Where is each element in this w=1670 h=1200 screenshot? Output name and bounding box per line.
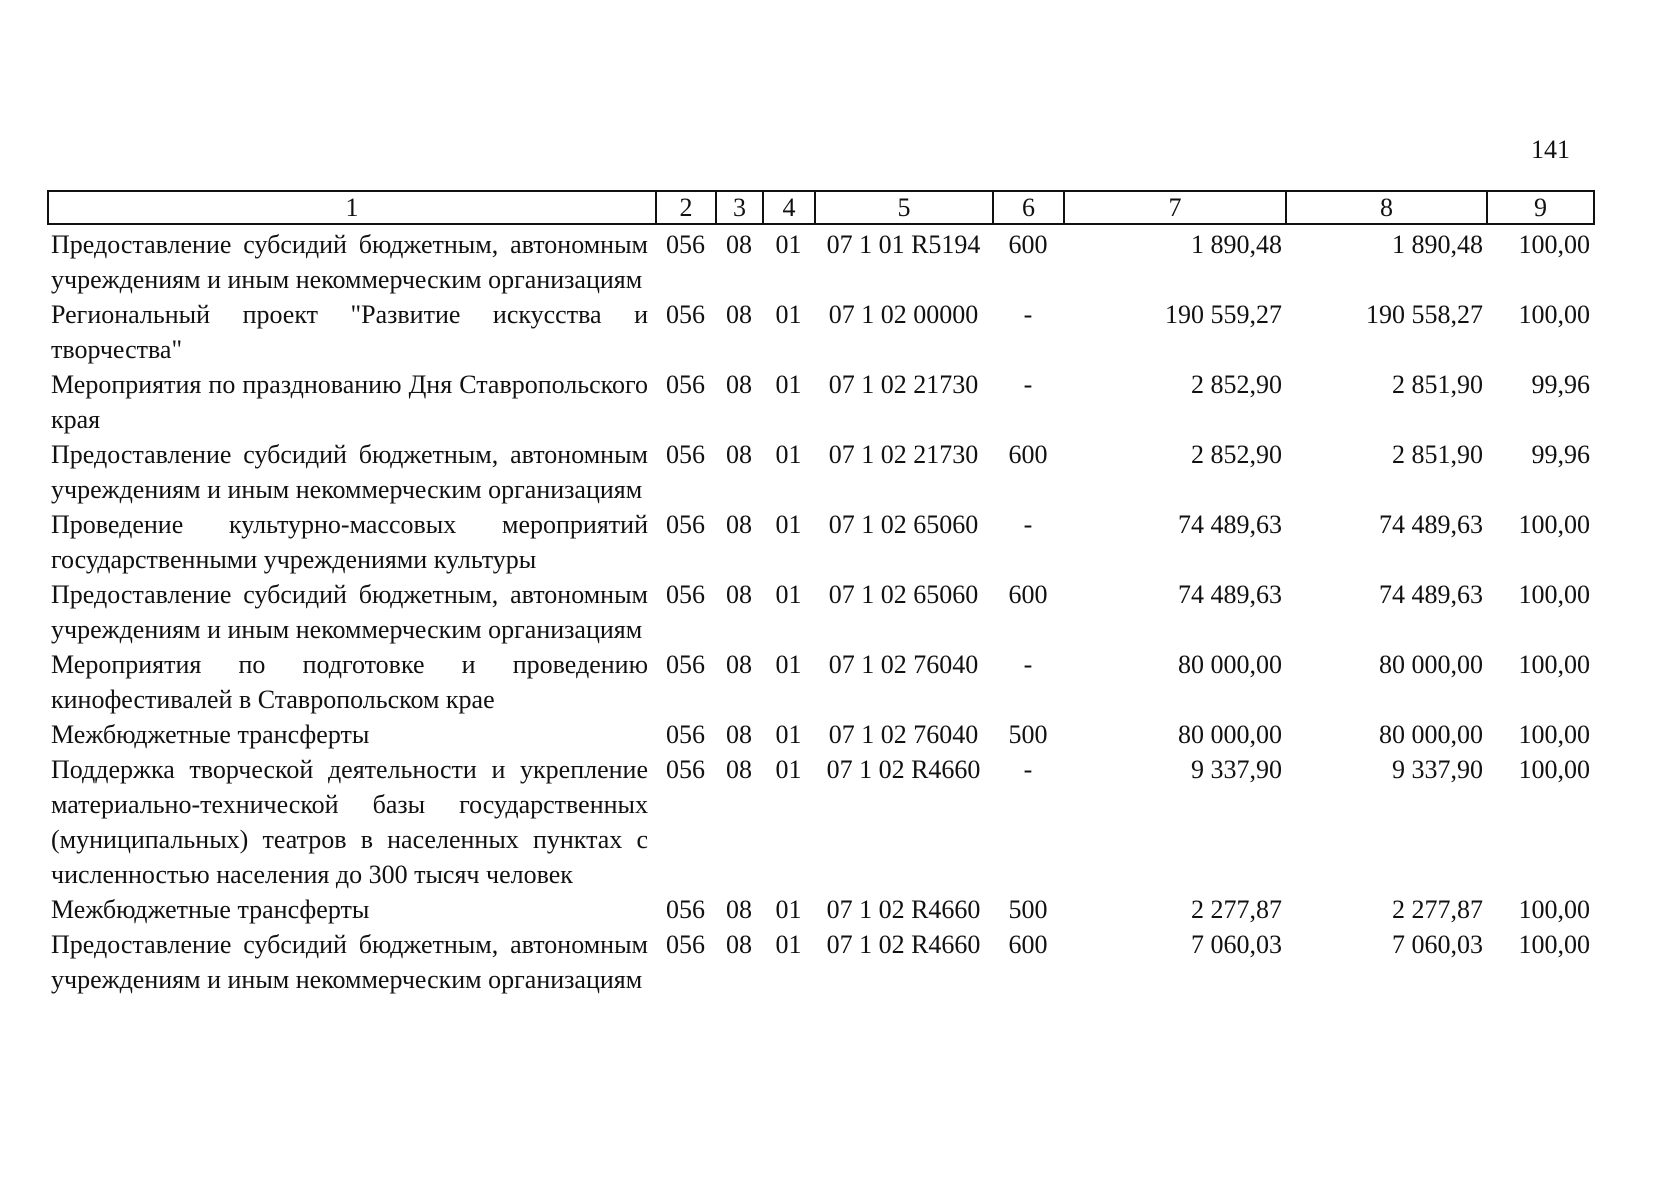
execution-percent: 99,96 (1531, 440, 1590, 469)
executed-amount: 74 489,63 (1379, 510, 1483, 539)
row-name: Поддержка творческой деятельности и укрепление материально-технической базы государственных (муниципальных) театров в населенных пунктах с численностью населения до 300 тысяч человек (51, 755, 648, 889)
subsection-code: 01 (775, 580, 802, 609)
subsection-code: 01 (775, 440, 802, 469)
target-article-code: 07 1 02 21730 (828, 370, 979, 399)
column-header-9: 9 (1487, 191, 1594, 224)
ministry-code: 056 (666, 755, 705, 784)
subsection-code: 01 (775, 650, 802, 679)
expense-type-code: 500 (1008, 895, 1048, 924)
executed-amount: 7 060,03 (1392, 930, 1483, 959)
table-row (48, 224, 1594, 297)
expense-type-code: 500 (1008, 720, 1048, 749)
planned-amount: 9 337,90 (1191, 755, 1282, 784)
execution-percent: 100,00 (1518, 650, 1590, 679)
table-row (48, 927, 1594, 997)
table-row (48, 437, 1594, 507)
subsection-code: 01 (775, 895, 802, 924)
executed-amount: 1 890,48 (1392, 230, 1483, 259)
expense-type-code: 600 (1008, 580, 1048, 609)
column-header-3: 3 (716, 191, 763, 224)
executed-amount: 190 558,27 (1366, 300, 1483, 329)
column-header-4: 4 (763, 191, 815, 224)
subsection-code: 01 (775, 755, 802, 784)
subsection-code: 01 (775, 930, 802, 959)
expense-type-code: - (1023, 300, 1033, 329)
target-article-code: 07 1 02 65060 (828, 510, 979, 539)
ministry-code: 056 (666, 300, 705, 329)
section-code: 08 (726, 300, 752, 329)
row-name: Предоставление субсидий бюджетным, автономным учреждениям и иным некоммерческим организациям (51, 230, 648, 294)
executed-amount: 80 000,00 (1379, 650, 1483, 679)
row-name: Мероприятия по празднованию Дня Ставропольского края (51, 370, 648, 434)
row-name: Предоставление субсидий бюджетным, автономным учреждениям и иным некоммерческим организациям (51, 930, 648, 994)
section-code: 08 (726, 755, 752, 784)
subsection-code: 01 (775, 300, 802, 329)
execution-percent: 100,00 (1518, 510, 1590, 539)
table-row (48, 367, 1594, 437)
section-code: 08 (726, 930, 752, 959)
column-number-row (48, 191, 1594, 224)
ministry-code: 056 (666, 370, 705, 399)
planned-amount: 80 000,00 (1178, 650, 1282, 679)
executed-amount: 9 337,90 (1392, 755, 1483, 784)
subsection-code: 01 (775, 720, 802, 749)
section-code: 08 (726, 720, 752, 749)
ministry-code: 056 (666, 930, 705, 959)
target-article-code: 07 1 02 00000 (828, 300, 979, 329)
execution-percent: 100,00 (1518, 755, 1590, 784)
table-row (48, 647, 1594, 717)
target-article-code: 07 1 02 R4660 (826, 930, 981, 959)
column-header-2: 2 (656, 191, 716, 224)
expense-type-code: - (1023, 510, 1033, 539)
row-name: Региональный проект "Развитие искусства и творчества" (51, 300, 648, 364)
execution-percent: 100,00 (1518, 580, 1590, 609)
execution-percent: 100,00 (1518, 930, 1590, 959)
planned-amount: 74 489,63 (1178, 510, 1282, 539)
expense-type-code: 600 (1008, 230, 1048, 259)
ministry-code: 056 (666, 510, 705, 539)
row-name: Предоставление субсидий бюджетным, автономным учреждениям и иным некоммерческим организациям (51, 580, 648, 644)
target-article-code: 07 1 02 76040 (828, 720, 979, 749)
subsection-code: 01 (775, 230, 802, 259)
expense-type-code: 600 (1008, 930, 1048, 959)
execution-percent: 100,00 (1518, 300, 1590, 329)
expense-type-code: - (1023, 370, 1033, 399)
section-code: 08 (726, 370, 752, 399)
planned-amount: 1 890,48 (1191, 230, 1282, 259)
target-article-code: 07 1 02 76040 (828, 650, 979, 679)
planned-amount: 80 000,00 (1178, 720, 1282, 749)
column-header-1: 1 (48, 191, 656, 224)
execution-percent: 100,00 (1518, 230, 1590, 259)
ministry-code: 056 (666, 580, 705, 609)
expense-type-code: 600 (1008, 440, 1048, 469)
execution-percent: 99,96 (1531, 370, 1590, 399)
column-header-5: 5 (815, 191, 993, 224)
table-row (48, 717, 1594, 752)
row-name: Мероприятия по подготовке и проведению кинофестивалей в Ставропольском крае (51, 650, 648, 714)
executed-amount: 2 277,87 (1392, 895, 1483, 924)
target-article-code: 07 1 02 R4660 (826, 895, 981, 924)
executed-amount: 74 489,63 (1379, 580, 1483, 609)
subsection-code: 01 (775, 510, 802, 539)
table-row (48, 892, 1594, 927)
planned-amount: 7 060,03 (1191, 930, 1282, 959)
ministry-code: 056 (666, 895, 705, 924)
executed-amount: 2 851,90 (1392, 370, 1483, 399)
row-name: Межбюджетные трансферты (51, 720, 370, 749)
section-code: 08 (726, 580, 752, 609)
target-article-code: 07 1 02 R4660 (826, 755, 981, 784)
row-name: Предоставление субсидий бюджетным, автономным учреждениям и иным некоммерческим организациям (51, 440, 648, 504)
section-code: 08 (726, 895, 752, 924)
executed-amount: 80 000,00 (1379, 720, 1483, 749)
subsection-code: 01 (775, 370, 802, 399)
expense-type-code: - (1023, 650, 1033, 679)
target-article-code: 07 1 02 65060 (828, 580, 979, 609)
planned-amount: 2 277,87 (1191, 895, 1282, 924)
expense-type-code: - (1023, 755, 1033, 784)
planned-amount: 2 852,90 (1191, 370, 1282, 399)
table-row (48, 752, 1594, 892)
execution-percent: 100,00 (1518, 720, 1590, 749)
ministry-code: 056 (666, 440, 705, 469)
column-header-7: 7 (1064, 191, 1286, 224)
target-article-code: 07 1 02 21730 (828, 440, 979, 469)
ministry-code: 056 (666, 230, 705, 259)
target-article-code: 07 1 01 R5194 (826, 230, 981, 259)
page-number: 141 (1531, 135, 1570, 164)
planned-amount: 2 852,90 (1191, 440, 1282, 469)
ministry-code: 056 (666, 650, 705, 679)
ministry-code: 056 (666, 720, 705, 749)
column-header-8: 8 (1286, 191, 1487, 224)
planned-amount: 190 559,27 (1165, 300, 1282, 329)
section-code: 08 (726, 230, 752, 259)
column-header-6: 6 (993, 191, 1064, 224)
row-name: Проведение культурно-массовых мероприятий государственными учреждениями культуры (51, 510, 648, 574)
row-name: Межбюджетные трансферты (51, 895, 370, 924)
section-code: 08 (726, 510, 752, 539)
section-code: 08 (726, 440, 752, 469)
executed-amount: 2 851,90 (1392, 440, 1483, 469)
planned-amount: 74 489,63 (1178, 580, 1282, 609)
table-row (48, 297, 1594, 367)
execution-percent: 100,00 (1518, 895, 1590, 924)
table-row (48, 507, 1594, 577)
section-code: 08 (726, 650, 752, 679)
table-row (48, 577, 1594, 647)
budget-table (47, 190, 1595, 997)
